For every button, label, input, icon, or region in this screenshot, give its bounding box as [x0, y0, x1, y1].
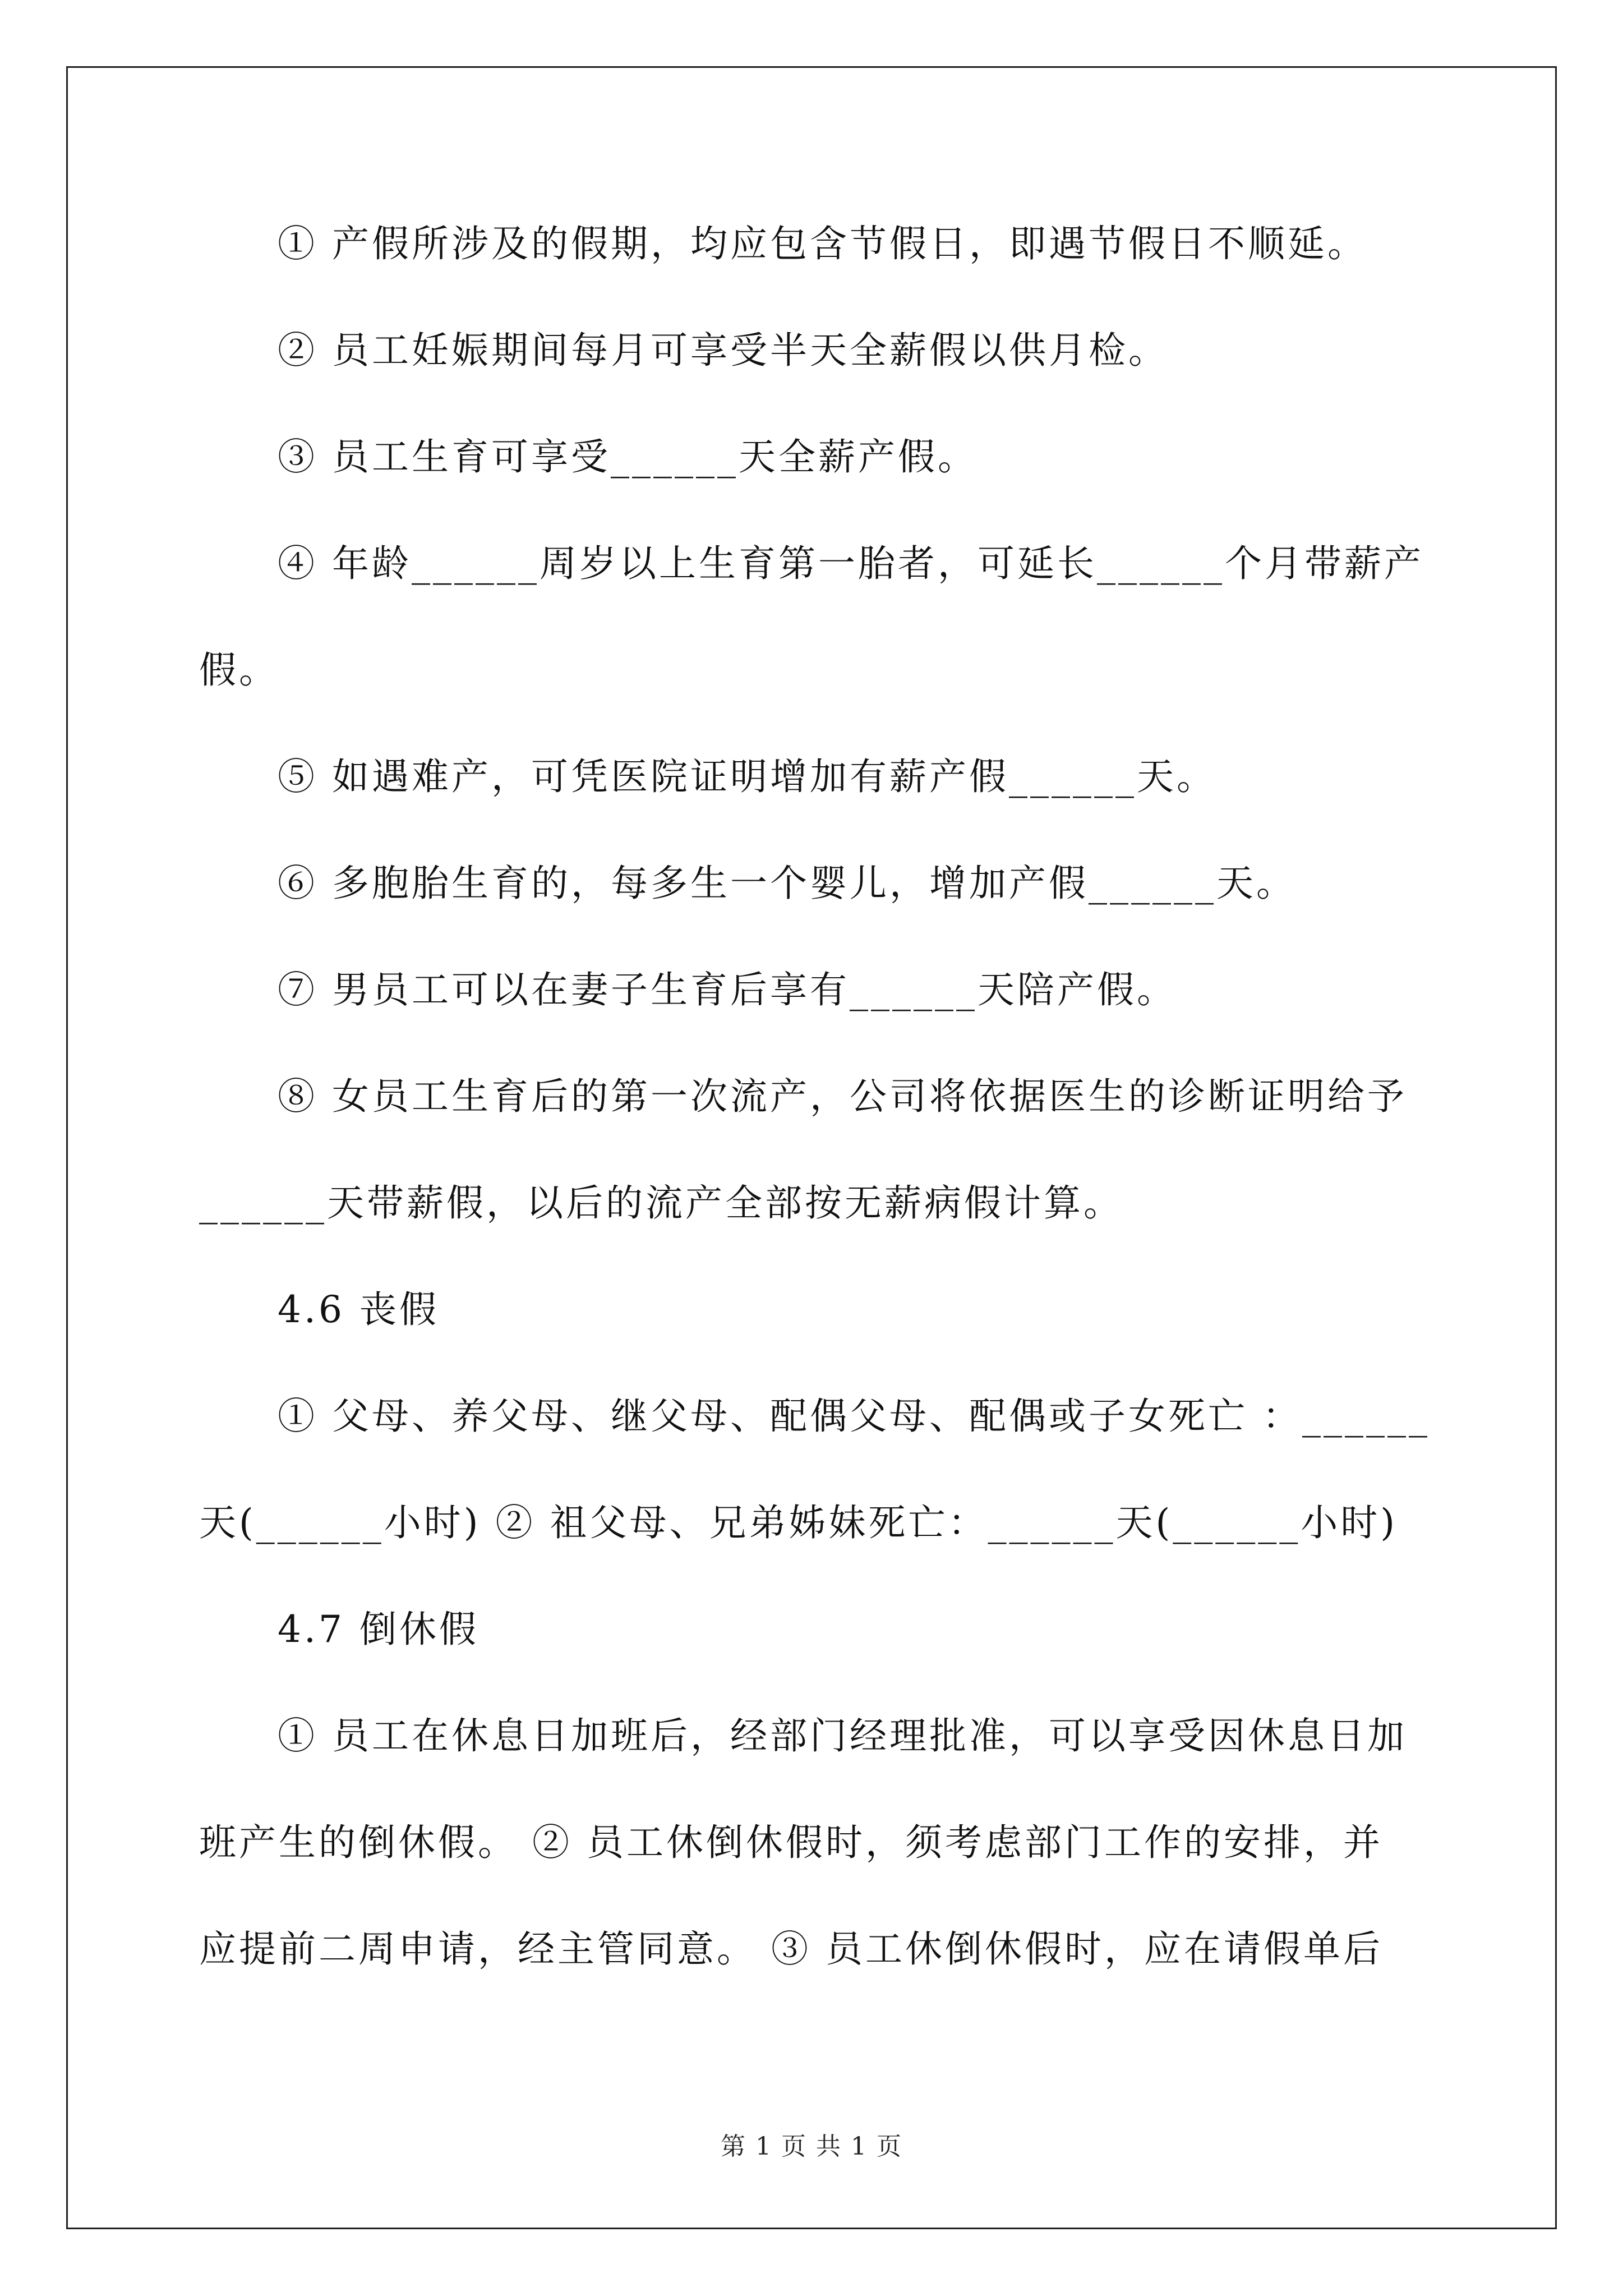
paragraph-comp-leave-2: 班产生的倒休假。 ② 员工休倒休假时，须考虑部门工作的安排，并 [199, 1821, 1383, 1864]
paragraph-multiple-birth: ⑥ 多胞胎生育的，每多生一个婴儿，增加产假______天。 [278, 862, 1296, 905]
section-heading-comp-leave: 4.7 倒休假 [278, 1608, 479, 1651]
paragraph-paternity: ⑦ 男员工可以在妻子生育后享有______天陪产假。 [278, 968, 1177, 1011]
paragraph-miscarriage: ⑧ 女员工生育后的第一次流产，公司将依据医生的诊断证明给予 [278, 1075, 1407, 1118]
paragraph-difficult-birth: ⑤ 如遇难产，可凭医院证明增加有薪产假______天。 [278, 755, 1216, 798]
paragraph-maternity-holidays: ① 产假所涉及的假期，均应包含节假日，即遇节假日不顺延。 [278, 222, 1367, 265]
paragraph-age-extension: ④ 年龄______周岁以上生育第一胎者，可延长______个月带薪产 [278, 542, 1424, 585]
paragraph-pregnancy-checkup: ② 员工妊娠期间每月可享受半天全薪假以供月检。 [278, 329, 1168, 372]
paragraph-miscarriage-cont: ______天带薪假，以后的流产全部按无薪病假计算。 [199, 1181, 1123, 1225]
paragraph-bereavement-1: ① 父母、养父母、继父母、配偶父母、配偶或子女死亡 ：______ [278, 1395, 1430, 1438]
section-heading-bereavement: 4.6 丧假 [278, 1288, 439, 1331]
paragraph-comp-leave-3: 应提前二周申请，经主管同意。 ③ 员工休倒休假时，应在请假单后 [199, 1927, 1383, 1971]
page-number-footer: 第 1 页 共 1 页 [721, 2132, 902, 2161]
page-border [66, 66, 1557, 2229]
paragraph-bereavement-2: 天(______小时) ② 祖父母、兄弟姊妹死亡：______天(______小时) [199, 1501, 1398, 1544]
paragraph-comp-leave-1: ① 员工在休息日加班后，经部门经理批准，可以享受因休息日加 [278, 1714, 1407, 1757]
paragraph-maternity-days: ③ 员工生育可享受______天全薪产假。 [278, 435, 978, 478]
paragraph-age-extension-cont: 假。 [199, 648, 279, 692]
